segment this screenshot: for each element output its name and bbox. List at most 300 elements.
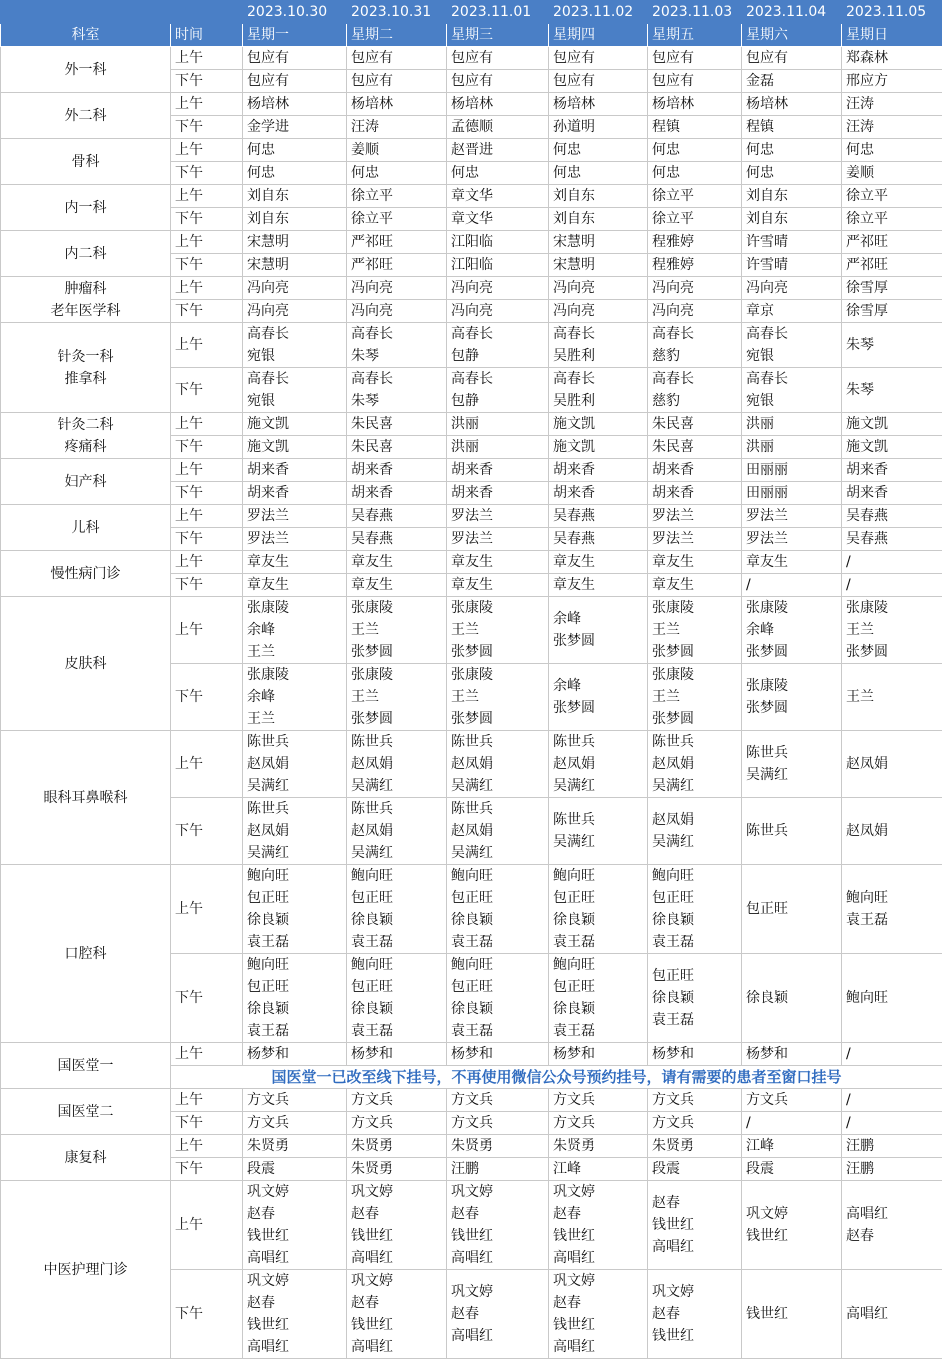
- doctor-name: 赵凤娟: [846, 753, 942, 775]
- doctor-name: 高唱红: [351, 1247, 446, 1269]
- doctor-name: 杨培林: [351, 93, 446, 115]
- doctor-name: 方文兵: [247, 1112, 346, 1134]
- doctor-cell: [842, 436, 942, 459]
- schedule-body: [1, 1, 942, 1359]
- doctor-cell: [243, 47, 347, 70]
- doctor-name: 陈世兵: [451, 798, 548, 820]
- doctor-name: 徐良颖: [247, 998, 346, 1020]
- doctor-cell: [347, 482, 447, 505]
- doctor-cell: [648, 70, 742, 93]
- doctor-cell: [742, 70, 842, 93]
- doctor-cell: [243, 731, 347, 798]
- doctor-name: 高春长: [351, 323, 446, 345]
- doctor-name: 张康陵: [247, 597, 346, 619]
- doctor-name: 陈世兵: [247, 731, 346, 753]
- doctor-name: 包正旺: [247, 976, 346, 998]
- department-cell: [1, 93, 171, 139]
- doctor-name: 慈豹: [652, 390, 741, 412]
- doctor-cell: [648, 323, 742, 368]
- doctor-cell: [549, 277, 648, 300]
- doctor-cell: [447, 574, 549, 597]
- doctor-name: 洪丽: [746, 413, 841, 435]
- doctor-cell: [549, 208, 648, 231]
- doctor-cell: [243, 528, 347, 551]
- doctor-name: 方文兵: [652, 1089, 741, 1111]
- doctor-cell: [347, 798, 447, 865]
- doctor-name: 高唱红: [846, 1203, 942, 1225]
- doctor-name: 高唱红: [652, 1236, 741, 1258]
- doctor-name: 罗法兰: [652, 505, 741, 527]
- doctor-name: 严祁旺: [846, 254, 942, 276]
- doctor-name: 高唱红: [553, 1247, 647, 1269]
- doctor-cell: [648, 116, 742, 139]
- doctor-name: 施文凯: [846, 436, 942, 458]
- doctor-cell: [549, 413, 648, 436]
- doctor-name: 方文兵: [351, 1089, 446, 1111]
- department-name: 外二科: [1, 105, 170, 127]
- doctor-name: 张康陵: [351, 664, 446, 686]
- doctor-name: 江峰: [553, 1158, 647, 1180]
- department-cell: [1, 185, 171, 231]
- doctor-cell: [447, 162, 549, 185]
- doctor-cell: [742, 1089, 842, 1112]
- doctor-cell: [347, 231, 447, 254]
- doctor-cell: [842, 93, 942, 116]
- doctor-cell: [447, 551, 549, 574]
- doctor-cell: [842, 731, 942, 798]
- doctor-name: 陈世兵: [652, 731, 741, 753]
- weekday-header-cell: 星期六: [742, 24, 842, 47]
- doctor-cell: [742, 482, 842, 505]
- doctor-cell: [842, 528, 942, 551]
- doctor-name: 赵春: [451, 1203, 548, 1225]
- doctor-cell: [347, 459, 447, 482]
- doctor-cell: [648, 1043, 742, 1066]
- doctor-name: 宋慧明: [553, 231, 647, 253]
- doctor-name: 刘自东: [746, 208, 841, 230]
- doctor-name: 章友生: [351, 551, 446, 573]
- doctor-cell: [842, 368, 942, 413]
- doctor-name: 包应有: [553, 47, 647, 69]
- doctor-cell: [347, 1181, 447, 1270]
- doctor-name: 赵春: [451, 1303, 548, 1325]
- doctor-cell: [447, 1112, 549, 1135]
- doctor-name: 包静: [451, 345, 548, 367]
- doctor-cell: [549, 1043, 648, 1066]
- doctor-cell: [648, 1112, 742, 1135]
- doctor-name: 袁王磊: [451, 931, 548, 953]
- doctor-name: 巩文婷: [247, 1181, 346, 1203]
- doctor-cell: [243, 323, 347, 368]
- doctor-cell: [742, 254, 842, 277]
- doctor-name: 方文兵: [451, 1112, 548, 1134]
- doctor-name: 朱琴: [846, 379, 942, 401]
- doctor-name: 慈豹: [652, 345, 741, 367]
- doctor-name: 许雪晴: [746, 231, 841, 253]
- doctor-cell: [243, 597, 347, 664]
- doctor-cell: [742, 865, 842, 954]
- doctor-cell: [648, 731, 742, 798]
- doctor-name: 高唱红: [247, 1247, 346, 1269]
- doctor-cell: [842, 323, 942, 368]
- doctor-cell: [549, 1112, 648, 1135]
- weekday-header-cell: 星期日: [842, 24, 942, 47]
- doctor-cell: [243, 231, 347, 254]
- doctor-name: 包应有: [351, 70, 446, 92]
- doctor-name: 宛银: [746, 345, 841, 367]
- doctor-name: /: [846, 574, 942, 596]
- doctor-name: 章友生: [247, 574, 346, 596]
- doctor-name: 洪丽: [451, 413, 548, 435]
- session-label: 下午: [171, 528, 243, 551]
- doctor-name: 巩文婷: [351, 1181, 446, 1203]
- doctor-name: 刘自东: [746, 185, 841, 207]
- doctor-cell: [549, 574, 648, 597]
- session-label: 上午: [171, 865, 243, 954]
- doctor-name: 邢应方: [846, 70, 942, 92]
- department-cell: [1, 459, 171, 505]
- doctor-name: 何忠: [746, 162, 841, 184]
- doctor-name: 张梦圆: [451, 641, 548, 663]
- doctor-name: 包静: [451, 390, 548, 412]
- doctor-name: 袁王磊: [846, 909, 942, 931]
- doctor-cell: [347, 551, 447, 574]
- department-name: 妇产科: [1, 471, 170, 493]
- doctor-name: 王兰: [351, 686, 446, 708]
- doctor-cell: [347, 1135, 447, 1158]
- doctor-name: 高唱红: [846, 1303, 942, 1325]
- doctor-name: 章京: [746, 300, 841, 322]
- doctor-name: 张康陵: [652, 664, 741, 686]
- session-label: 下午: [171, 436, 243, 459]
- doctor-cell: [347, 731, 447, 798]
- doctor-name: 章文华: [451, 208, 548, 230]
- session-label: 下午: [171, 1270, 243, 1359]
- doctor-name: 冯向亮: [652, 277, 741, 299]
- doctor-cell: [842, 139, 942, 162]
- doctor-name: 汪涛: [351, 116, 446, 138]
- doctor-cell: [347, 93, 447, 116]
- doctor-cell: [347, 865, 447, 954]
- doctor-cell: [447, 368, 549, 413]
- doctor-name: 高春长: [451, 323, 548, 345]
- doctor-cell: [243, 413, 347, 436]
- doctor-cell: [842, 413, 942, 436]
- doctor-name: 何忠: [553, 162, 647, 184]
- doctor-cell: [842, 1158, 942, 1181]
- doctor-name: 胡来香: [553, 482, 647, 504]
- doctor-name: 陈世兵: [451, 731, 548, 753]
- doctor-cell: [549, 162, 648, 185]
- doctor-name: 杨梦和: [247, 1043, 346, 1065]
- session-label: 上午: [171, 1043, 243, 1066]
- department-name: 针灸一科: [1, 346, 170, 368]
- doctor-name: 包正旺: [553, 976, 647, 998]
- doctor-cell: [842, 798, 942, 865]
- doctor-cell: [742, 798, 842, 865]
- doctor-cell: [243, 93, 347, 116]
- doctor-cell: [447, 47, 549, 70]
- doctor-cell: [648, 865, 742, 954]
- date-header-blank: [171, 1, 243, 24]
- doctor-name: 杨培林: [746, 93, 841, 115]
- doctor-cell: [742, 1158, 842, 1181]
- doctor-name: 徐良颖: [746, 987, 841, 1009]
- doctor-name: 赵春: [652, 1303, 741, 1325]
- doctor-name: 刘自东: [553, 185, 647, 207]
- doctor-name: 宋慧明: [553, 254, 647, 276]
- doctor-name: 施文凯: [553, 436, 647, 458]
- doctor-cell: [742, 208, 842, 231]
- doctor-name: 陈世兵: [553, 731, 647, 753]
- doctor-name: 陈世兵: [746, 742, 841, 764]
- doctor-name: 徐良颖: [451, 909, 548, 931]
- doctor-cell: [648, 798, 742, 865]
- department-name: 皮肤科: [1, 653, 170, 675]
- doctor-name: 徐良颖: [351, 909, 446, 931]
- doctor-name: 汪鹏: [451, 1158, 548, 1180]
- doctor-name: 徐良颖: [652, 909, 741, 931]
- doctor-name: 张康陵: [451, 664, 548, 686]
- weekday-header-cell: 星期一: [243, 24, 347, 47]
- doctor-name: 方文兵: [553, 1112, 647, 1134]
- doctor-cell: [549, 368, 648, 413]
- doctor-name: 鲍向旺: [451, 865, 548, 887]
- doctor-name: 何忠: [746, 139, 841, 161]
- doctor-cell: [648, 505, 742, 528]
- department-cell: [1, 1135, 171, 1181]
- doctor-name: 鲍向旺: [652, 865, 741, 887]
- doctor-name: 姜顺: [351, 139, 446, 161]
- doctor-name: 巩文婷: [553, 1270, 647, 1292]
- doctor-cell: [549, 93, 648, 116]
- doctor-cell: [549, 597, 648, 664]
- doctor-name: 徐雪厚: [846, 300, 942, 322]
- department-name: 国医堂一: [1, 1055, 170, 1077]
- department-cell: [1, 1043, 171, 1089]
- doctor-name: 吴满红: [451, 775, 548, 797]
- doctor-name: 包应有: [451, 70, 548, 92]
- department-cell: [1, 551, 171, 597]
- doctor-cell: [447, 798, 549, 865]
- department-cell: [1, 731, 171, 865]
- doctor-cell: [243, 368, 347, 413]
- doctor-name: 章友生: [553, 551, 647, 573]
- doctor-cell: [243, 436, 347, 459]
- doctor-cell: [347, 505, 447, 528]
- doctor-name: 张梦圆: [351, 641, 446, 663]
- doctor-name: 袁王磊: [247, 931, 346, 953]
- doctor-name: 刘自东: [247, 185, 346, 207]
- doctor-cell: [842, 482, 942, 505]
- doctor-cell: [842, 505, 942, 528]
- doctor-name: 王兰: [247, 708, 346, 730]
- doctor-name: 包正旺: [652, 887, 741, 909]
- department-cell: [1, 865, 171, 1043]
- doctor-name: 段震: [746, 1158, 841, 1180]
- doctor-name: 何忠: [652, 139, 741, 161]
- doctor-name: 包应有: [451, 47, 548, 69]
- doctor-name: 张梦圆: [746, 641, 841, 663]
- date-header-cell: 2023.11.04: [742, 1, 842, 24]
- doctor-cell: [347, 436, 447, 459]
- doctor-cell: [648, 1270, 742, 1359]
- doctor-cell: [549, 1181, 648, 1270]
- session-label: 下午: [171, 574, 243, 597]
- doctor-name: 金磊: [746, 70, 841, 92]
- doctor-cell: [549, 664, 648, 731]
- department-name: 针灸二科: [1, 414, 170, 436]
- doctor-name: 王兰: [652, 686, 741, 708]
- doctor-name: 罗法兰: [451, 505, 548, 527]
- department-name: 中医护理门诊: [1, 1259, 170, 1281]
- doctor-name: 包正旺: [351, 976, 446, 998]
- doctor-name: 冯向亮: [247, 300, 346, 322]
- doctor-cell: [549, 731, 648, 798]
- doctor-name: 严祁旺: [846, 231, 942, 253]
- doctor-name: 朱民喜: [351, 436, 446, 458]
- doctor-name: 胡来香: [652, 482, 741, 504]
- doctor-name: 包应有: [351, 47, 446, 69]
- doctor-name: 陈世兵: [351, 798, 446, 820]
- doctor-cell: [648, 482, 742, 505]
- doctor-name: 赵凤娟: [652, 809, 741, 831]
- doctor-name: 徐立平: [846, 208, 942, 230]
- doctor-cell: [742, 574, 842, 597]
- doctor-cell: [347, 116, 447, 139]
- doctor-name: 徐良颖: [553, 909, 647, 931]
- doctor-name: 章友生: [652, 574, 741, 596]
- doctor-cell: [243, 254, 347, 277]
- doctor-name: 赵凤娟: [451, 753, 548, 775]
- doctor-cell: [648, 162, 742, 185]
- doctor-name: 何忠: [652, 162, 741, 184]
- doctor-name: 江阳临: [451, 231, 548, 253]
- doctor-name: 章友生: [247, 551, 346, 573]
- doctor-name: 鲍向旺: [846, 987, 942, 1009]
- doctor-name: 陈世兵: [351, 731, 446, 753]
- doctor-name: 方文兵: [351, 1112, 446, 1134]
- doctor-cell: [648, 459, 742, 482]
- doctor-name: 杨梦和: [451, 1043, 548, 1065]
- session-label: 下午: [171, 1112, 243, 1135]
- doctor-name: 程镇: [652, 116, 741, 138]
- doctor-cell: [447, 93, 549, 116]
- doctor-name: 袁王磊: [351, 1020, 446, 1042]
- doctor-cell: [648, 1089, 742, 1112]
- doctor-name: 方文兵: [746, 1089, 841, 1111]
- doctor-name: 吴春燕: [351, 528, 446, 550]
- doctor-name: 方文兵: [451, 1089, 548, 1111]
- doctor-name: 张康陵: [746, 675, 841, 697]
- doctor-name: 高春长: [247, 323, 346, 345]
- session-label: 下午: [171, 798, 243, 865]
- doctor-name: /: [846, 1112, 942, 1134]
- department-name: 骨科: [1, 151, 170, 173]
- doctor-cell: [842, 277, 942, 300]
- doctor-name: 鲍向旺: [553, 865, 647, 887]
- date-header-cell: 2023.11.05: [842, 1, 942, 24]
- doctor-name: 赵春: [652, 1192, 741, 1214]
- doctor-name: 徐立平: [652, 208, 741, 230]
- doctor-name: 包正旺: [746, 898, 841, 920]
- doctor-cell: [347, 1043, 447, 1066]
- doctor-name: 巩文婷: [652, 1281, 741, 1303]
- doctor-name: 朱贤勇: [652, 1135, 741, 1157]
- doctor-cell: [842, 597, 942, 664]
- date-header-cell: 2023.10.31: [347, 1, 447, 24]
- doctor-cell: [447, 1181, 549, 1270]
- doctor-cell: [447, 1043, 549, 1066]
- session-label: 上午: [171, 231, 243, 254]
- department-name: 眼科耳鼻喉科: [1, 787, 170, 809]
- doctor-name: 罗法兰: [652, 528, 741, 550]
- doctor-name: 杨培林: [451, 93, 548, 115]
- weekday-header-cell: 星期五: [648, 24, 742, 47]
- schedule-row: [1, 185, 942, 208]
- doctor-cell: [842, 551, 942, 574]
- schedule-row: [1, 1135, 942, 1158]
- doctor-name: 汪鹏: [846, 1158, 942, 1180]
- doctor-cell: [742, 528, 842, 551]
- doctor-name: /: [846, 1089, 942, 1111]
- schedule-row: [1, 93, 942, 116]
- doctor-name: 程雅婷: [652, 254, 741, 276]
- doctor-cell: [549, 436, 648, 459]
- doctor-name: 冯向亮: [451, 300, 548, 322]
- doctor-name: 吴满红: [553, 775, 647, 797]
- doctor-name: 吴胜利: [553, 390, 647, 412]
- doctor-name: 杨培林: [553, 93, 647, 115]
- doctor-name: 王兰: [846, 619, 942, 641]
- doctor-name: 袁王磊: [553, 1020, 647, 1042]
- doctor-name: 钱世红: [652, 1214, 741, 1236]
- doctor-cell: [648, 413, 742, 436]
- doctor-name: 章友生: [351, 574, 446, 596]
- doctor-name: 赵晋进: [451, 139, 548, 161]
- department-name: 外一科: [1, 59, 170, 81]
- doctor-name: 刘自东: [247, 208, 346, 230]
- doctor-name: 冯向亮: [553, 300, 647, 322]
- doctor-name: 赵春: [351, 1292, 446, 1314]
- doctor-name: 章文华: [451, 185, 548, 207]
- doctor-cell: [842, 1043, 942, 1066]
- doctor-name: 赵凤娟: [351, 753, 446, 775]
- doctor-name: 章友生: [652, 551, 741, 573]
- session-label: 上午: [171, 1089, 243, 1112]
- doctor-name: 钱世红: [247, 1314, 346, 1336]
- date-header-cell: 2023.11.02: [549, 1, 648, 24]
- doctor-name: 高春长: [351, 368, 446, 390]
- doctor-name: 包正旺: [451, 887, 548, 909]
- doctor-name: 何忠: [553, 139, 647, 161]
- doctor-cell: [243, 70, 347, 93]
- doctor-cell: [648, 231, 742, 254]
- doctor-name: 徐良颖: [247, 909, 346, 931]
- department-name: 慢性病门诊: [1, 563, 170, 585]
- doctor-cell: [648, 1181, 742, 1270]
- schedule-row: [1, 1089, 942, 1112]
- session-label: 上午: [171, 731, 243, 798]
- doctor-name: 包正旺: [247, 887, 346, 909]
- session-label: 下午: [171, 300, 243, 323]
- doctor-name: 钱世红: [746, 1225, 841, 1247]
- doctor-cell: [243, 116, 347, 139]
- doctor-cell: [347, 323, 447, 368]
- doctor-cell: [842, 300, 942, 323]
- session-label: 上午: [171, 139, 243, 162]
- schedule-row: [1, 413, 942, 436]
